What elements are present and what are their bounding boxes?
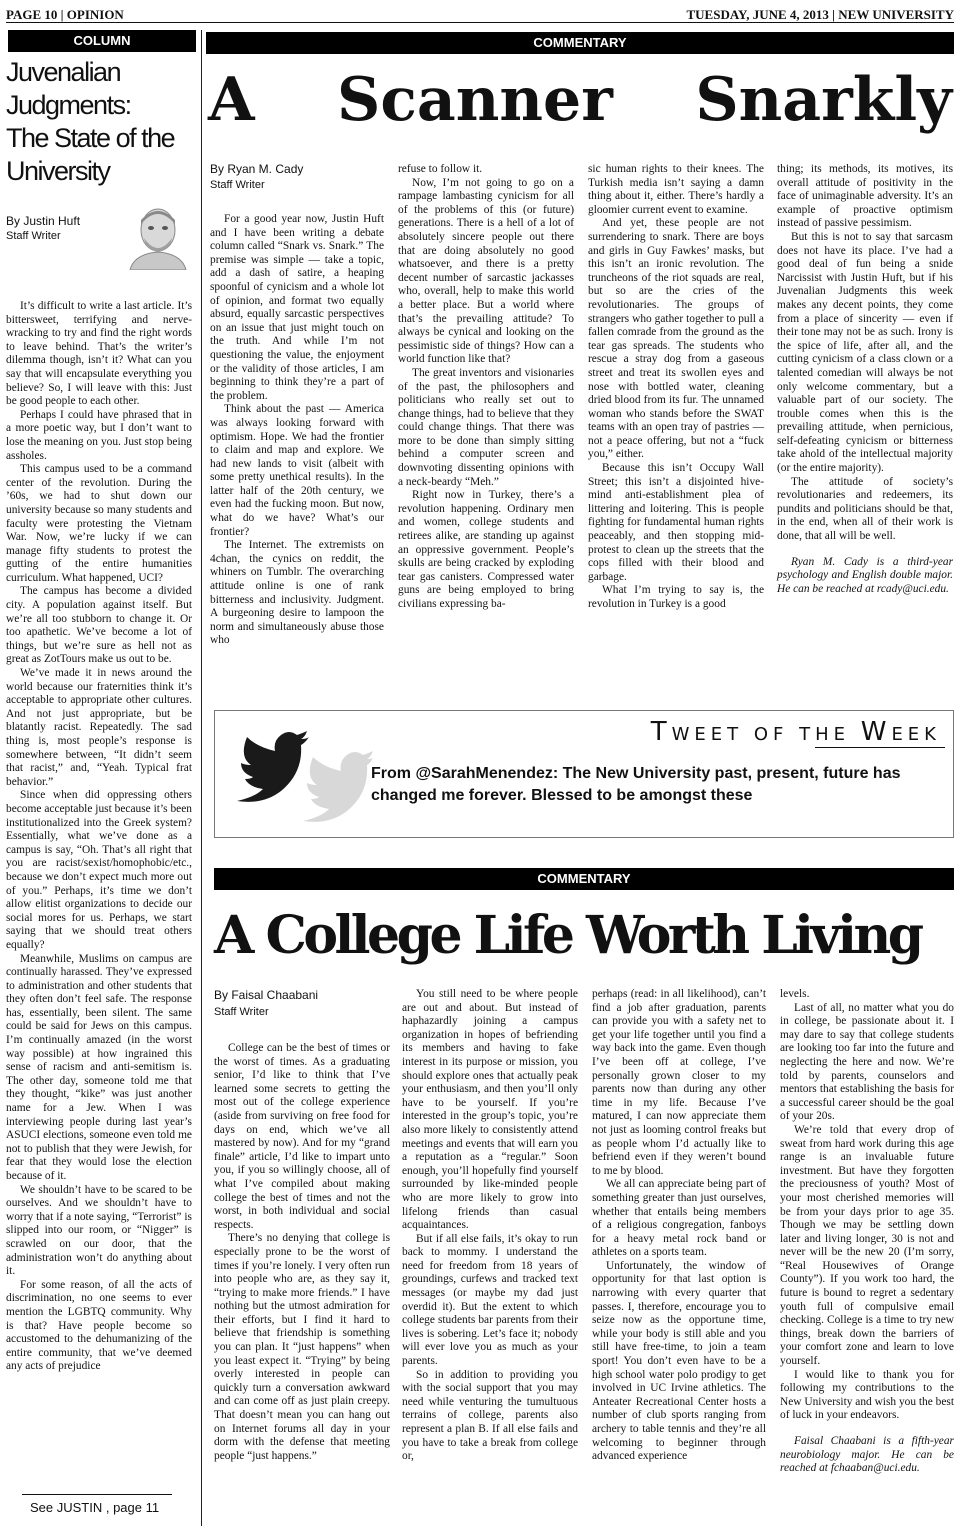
continued-link[interactable]: See JUSTIN , page 11 xyxy=(30,1500,160,1515)
tweet-text: From @SarahMenendez: The New University past, present, future has changed me forever. Blessed to be amongst these xyxy=(371,765,901,804)
college-paragraph: levels. xyxy=(780,988,810,1000)
snark-column-3 xyxy=(588,163,764,612)
college-paragraph: Unfortunately, the window of opportunity for that last option is narrowing with every quarter that passes. I, therefore, encourage you to seize now as the opportune time, while your body is still able and you still have free-time, to join a team sport! You don’t even have to be a high school water polo prodigy to get involved in UC Irvine athletics. The Anteater Recreational Center hosts a number of club sports ranging from archery to table tennis and they’re all welcoming to beginner through advanced experience xyxy=(592,1259,766,1463)
column-title: Juvenalian Judgments: The State of the University xyxy=(6,57,175,186)
college-paragraph: You still need to be where people are out and about. But instead of haphazardly joining a campus organization in hopes of befriending its members and having to fake interest in its purpose or mission, you should explore ones that actually peak your enthusiasm, and then you’ll only have to be yourself. If you’re interested in the group’s topic, you’re also more likely to consistently attend meetings and events that will earn you a reputation as a “regular.” Soon enough, you’ll hopefully find yourself surrounded by like-minded people who are more likely to grow into lifelong friends than casual acquaintances. xyxy=(402,988,578,1232)
column-section-bar: COLUMN xyxy=(8,30,196,52)
author-avatar xyxy=(124,200,192,270)
college-paragraph: There’s no denying that college is especially prone to be the worst of times if you’re lonely. I very often run into people who are, as they say it, “trying to make more friends.” I have nothing but the utmost admiration for their efforts, but I find it hard to believe that friendship is something you can plan. It “just happens” when you least expect it. “Trying” by being overly interested in people can quickly turn a conversation awkward and can come off as just plain creepy. That doesn’t mean you can hang out on Internet forums all day in your dorm with the defense that meeting people “just happens.” xyxy=(214,1232,390,1462)
snark-column-2 xyxy=(398,163,574,612)
column-divider xyxy=(201,30,202,1526)
page-date-label: TUESDAY, JUNE 4, 2013 | NEW UNIVERSITY xyxy=(686,7,954,22)
tweet-rule xyxy=(815,747,945,748)
snark-body-1 xyxy=(210,213,384,648)
page-section-label: PAGE 10 | OPINION xyxy=(6,7,124,22)
college-paragraph: We’re told that every drop of sweat from hard work during this age range is an invaluable future investment. But have they forgotten the preciousness of youth? Most of your most cherished memories will be from your days prior to age 35. Though we may be settling down later and living longer, 30 is not and never will be the new 20 (I’m sorry, “Real Housewives of Orange County”). If you work too hard, the future is bound to regret a sedentary youth full of compulsive email checking. College is a time to try new things, break down the barriers of your comfort zone and learn to love yourself. xyxy=(780,1123,954,1368)
snark-headline-word: Scanner xyxy=(337,65,613,135)
snark-headline-word: A xyxy=(208,65,255,135)
column-byline: By Justin Huft xyxy=(6,214,81,228)
tweet-of-the-week xyxy=(214,710,954,838)
column-paragraph: The campus has become a divided city. A population against itself. But we’re all too stubborn to change it. Or too apathetic. We’ve become a lot of things, but we’re sure as hell not as great as ZotTours make us out to be. xyxy=(6,585,192,666)
page-header xyxy=(6,4,954,24)
snark-headline-word: Snarkly xyxy=(695,65,952,135)
snark-role: Staff Writer xyxy=(210,179,265,191)
twitter-bird-icon xyxy=(223,717,373,829)
column-role: Staff Writer xyxy=(6,230,61,242)
college-body-1 xyxy=(214,1042,390,1463)
column-body xyxy=(6,300,192,1374)
snark-paragraph: And yet, these people are not surrendering to snark. There are boys and girls in Guy Fawkes’ masks, but this isn’t an ironic revolution. The truncheons of the riot squads are real, but so are the cries of the revolutionaries. The groups of strangers who gather together to pull a fallen comrade from the ground as the tear gas spreads. The students who rescue a stray dog from a gaseous street and treat its swollen eyes and nose with bottled water, cleaning dried blood from its fur. The unnamed woman who stands before the SWAT teams with an open tray of pastries — not a peace offering, but not a “fuck you,” either. xyxy=(588,217,764,461)
commentary-section-bar: COMMENTARY xyxy=(206,32,954,54)
college-column-1 xyxy=(214,988,390,1463)
snark-paragraph: refuse to follow it. xyxy=(398,163,483,175)
snark-paragraph: Because this isn’t Occupy Wall Street; this isn’t a disjointed hive-mind anti-establishment plea of littering and loitering. This is people fighting for fundamental human rights peaceably, and then stopping mid-protest to clean up the streets that the cops filled with their blood and garbage. xyxy=(588,462,764,583)
college-column-3 xyxy=(592,988,766,1464)
snark-signature: Ryan M. Cady is a third-year psychology and English double major. He can be reached at rcady@uci.edu. xyxy=(777,555,953,595)
tweet-title-part: W xyxy=(860,717,892,747)
column-paragraph: This campus used to be a command center of the revolution. During the ’60s, we had to shut down our university because so many students and faculty were protesting the Vietnam War. Now, we’re lucky if we can manage fifty students to protest the gutting of the entire humanities curriculum. What happened, UCI? xyxy=(6,463,192,584)
continued-rule xyxy=(22,1494,172,1495)
college-paragraph: I would like to thank you for following my contributions to the New University and wish you the best of luck in your endeavors. xyxy=(780,1368,954,1422)
tweet-title-part: EEK xyxy=(891,724,941,745)
tweet-title-part: WEET OF THE xyxy=(671,724,861,745)
tweet-title-part: T xyxy=(650,717,672,747)
snark-paragraph: But this is not to say that sarcasm does not have its place. I’ve had a good deal of fun being a snide Narcissist with Justin Huft, but if his Juvenalian Judgments this week makes any decent points, they come from a place of sincerity — even if their tone may not be as such. Irony is the spice of life, after all, and the cutting cynicism of a class clown or a talented comedian will always be not only welcome commentary, but a valuable part of our society. The trouble comes when this is the prevailing attitude, when pernicious, self-defeating cynicism or bitterness take ahold of the intellectual majority (or the entire majority). xyxy=(777,230,953,475)
college-column-4 xyxy=(780,988,954,1476)
column-paragraph: Meanwhile, Muslims on campus are continually harassed. They’ve expressed to administration and other students that they often don’t feel safe. The response has, essentially, been silent. The same could be said for Jews on this campus. I’m continually amazed (in the worst way possible) at how ingrained this sense of racism and anti-semitism is. The other day, someone told me that they thought, “kike” was just another name for a Jew. When I was interviewing people during last year’s ASUCI elections, someone even told me not to publish that they were Jewish, for fear that they would lose the election because of it. xyxy=(6,952,192,1182)
snark-paragraph: Now, I’m not going to go on a rampage lambasting cynicism for all of the problems of this (or future) generations. There is a hell of a lot of absolutely sincere people out there that are doing absolutely no good whatsoever, and there is a pretty decent number of sarcastic jackasses who, overall, help to make this world a better place. But a world where that’s the prevailing attitude? To always be cynical and looking on the pessimistic side of things? How can a world function like that? xyxy=(398,176,574,366)
college-column-2 xyxy=(402,988,578,1464)
college-role: Staff Writer xyxy=(214,1006,269,1018)
snark-paragraph: The great inventors and visionaries of the past, the philosophers and politicians who really set out to change things, had to believe that they could change things. That there was more to be done than simply sitting behind a computer screen and downvoting dissenting opinions with a neck-beardy “Meh.” xyxy=(398,366,574,488)
column-paragraph: We shouldn’t have to be scared to be ourselves. And we shouldn’t have to worry that if a note saying, “Terrorist” is slipped into our room, or “Nigger” is scrawled on our door, that the administration won’t do anything about it. xyxy=(6,1183,192,1278)
college-paragraph: But if all else fails, it’s okay to run back to mommy. I understand the need for freedom from 18 years of groundings, curfews and tracked text messages (or maybe my dad just overdid it). But the extent to which college students bar parents from their lives is sobering. Let’s face it; nobody will ever love you as much as your parents. xyxy=(402,1232,578,1368)
snark-paragraph: The attitude of society’s revolutionaries and redeemers, its pundits and politicians should be that, in the end, when all of their work is done, that all will be well. xyxy=(777,475,953,543)
header-rule xyxy=(6,22,954,23)
snark-column-1 xyxy=(210,162,384,648)
column-paragraph: It’s difficult to write a last article. It’s bittersweet, terrifying and nerve-wracking to try and find the right words to leave behind. That’s the writer’s dilemma though, isn’t it? What can you say that will encapsulate everything you believe? So, I will leave with this: Just be good people to each other. xyxy=(6,300,192,408)
college-paragraph: Last of all, no matter what you do in college, be passionate about it. I may dare to say that college students are looking too far into the future and neglecting the here and now. We’re told by parents, counselors and mentors that establishing the basis for a successful career should be the goal of your 20s. xyxy=(780,1001,954,1123)
snark-headline xyxy=(208,64,952,136)
snark-paragraph: thing; its methods, its motives, its overall attitude of positivity in the face of unimaginable adversity. It’s an example of proactive optimism instead of passive pessimism. xyxy=(777,163,953,230)
column-paragraph: Since when did oppressing others become acceptable just because it’s been institutionalized into the Greek system? Essentially, what we’ve done as a campus is say, “Oh. That’s all right that you are racist/sexist/homophobic/etc., because we don’t expect much more out of you.” Perhaps, it’s time we don’t allow elitist organizations to decide our social mores for us. Perhaps, we start saying that we should treat others equally? xyxy=(6,789,192,951)
commentary-section-bar: COMMENTARY xyxy=(214,868,954,890)
snark-paragraph: The Internet. The extremists on 4chan, the cynics on reddit, the whiners on Tumblr. The overarching attitude online is one of rank bitterness and inclusivity. Judgment. A burgeoning desire to lampoon the norm and simultaneously abuse those who xyxy=(210,539,384,647)
college-paragraph: So in addition to providing you with the social support that you may need while venturing the tumultuous terrains of college, parents also represent a plan B. If all else fails and you have to take a break from college or, xyxy=(402,1368,578,1463)
snark-paragraph: Think about the past — America was always looking forward with optimism. Hope. We had the frontier to claim and map and explore. We had new lands to visit (albeit with some pretty unethical results). In the latter half of the 20th century, we even had the fucking moon. But now, what do we have? What’s our frontier? xyxy=(210,403,384,538)
snark-paragraph: Right now in Turkey, there’s a revolution happening. Ordinary men and women, college students and retirees alike, are standing up against an oppressive government. People’s skulls are being cracked by exploding tear gas canisters. Compressed water guns are being employed to bring civilians expressing ba- xyxy=(398,489,574,610)
snark-paragraph: sic human rights to their knees. The Turkish media isn’t saying a damn thing about it, either. There’s hardly a gloomier current event to examine. xyxy=(588,163,764,216)
column-paragraph: We’ve made it in news around the world because our fraternities think it’s acceptable to appropriate other cultures. And not just appropriate, but be blatantly racist. Repeatedly. The sad thing is, most people’s response is somewhere between, “It didn’t seem that racist,” and, “Yeah. Typical frat behavior.” xyxy=(6,667,192,788)
column-paragraph: Perhaps I could have phrased that in a more poetic way, but I don’t want to lose the meaning on you. Just stop being assholes. xyxy=(6,408,192,462)
college-paragraph: perhaps (read: in all likelihood), can’t find a job after graduation, parents can provide you with a safety net to get your life together until you find a way back into the game. Even though I’ve been off at college, I’ve personally grown closer to my parents now than during any other time in my life. Because I’ve matured, I can now appreciate them not just as looming control freaks but as people whom I’d actually like to befriend even if they weren’t bound to me by blood. xyxy=(592,988,766,1177)
column-paragraph: For some reason, of all the acts of discrimination, no one seems to ever mention the LGBTQ community. Why is that? Have people become so accustomed to the dehumanizing of the entire community, that we’ve deemed any acts of prejudice xyxy=(6,1278,192,1373)
snark-byline: By Ryan M. Cady xyxy=(210,162,304,176)
college-byline: By Faisal Chaabani xyxy=(214,988,319,1002)
college-paragraph: We all can appreciate being part of something greater than just ourselves, whether that entails being members of a religious congregation, fanboys for a heavy metal rock band or athletes on a sports team. xyxy=(592,1178,766,1259)
college-headline: A College Life Worth Living xyxy=(214,905,921,966)
snark-paragraph: For a good year now, Justin Huft and I have been writing a debate column called “Snark vs. Snark.” The premise was simple — take a topic, add a dash of satire, a heaping spoonful of cynicism and a whole lot of opinion, and format two equally absurd, equally sarcastic perspectives on an issue that just might touch on the truth. And while I’m not questioning the value, the enjoyment or the validity of those articles, I am beginning to think they’re a part of the problem. xyxy=(210,213,384,402)
snark-column-4 xyxy=(777,163,953,596)
college-paragraph: College can be the best of times or the worst of times. As a graduating senior, I’d like to think that I’ve learned some secrets to getting the most out of the college experience (aside from surviving on free food for days on end, which we’ve all mastered by now). And for my “grand finale” article, I’d like to impart unto you, if you so willingly choose, all of what I’ve compiled about making college the best of times and not the worst, in both individual and social respects. xyxy=(214,1042,390,1231)
college-signature: Faisal Chaabani is a fifth-year neurobiology major. He can be reached at fchaaban@uci.edu. xyxy=(780,1435,954,1475)
snark-paragraph: What I’m trying to say is, the revolution in Turkey is a good xyxy=(588,584,764,610)
tweet-title xyxy=(651,717,941,747)
